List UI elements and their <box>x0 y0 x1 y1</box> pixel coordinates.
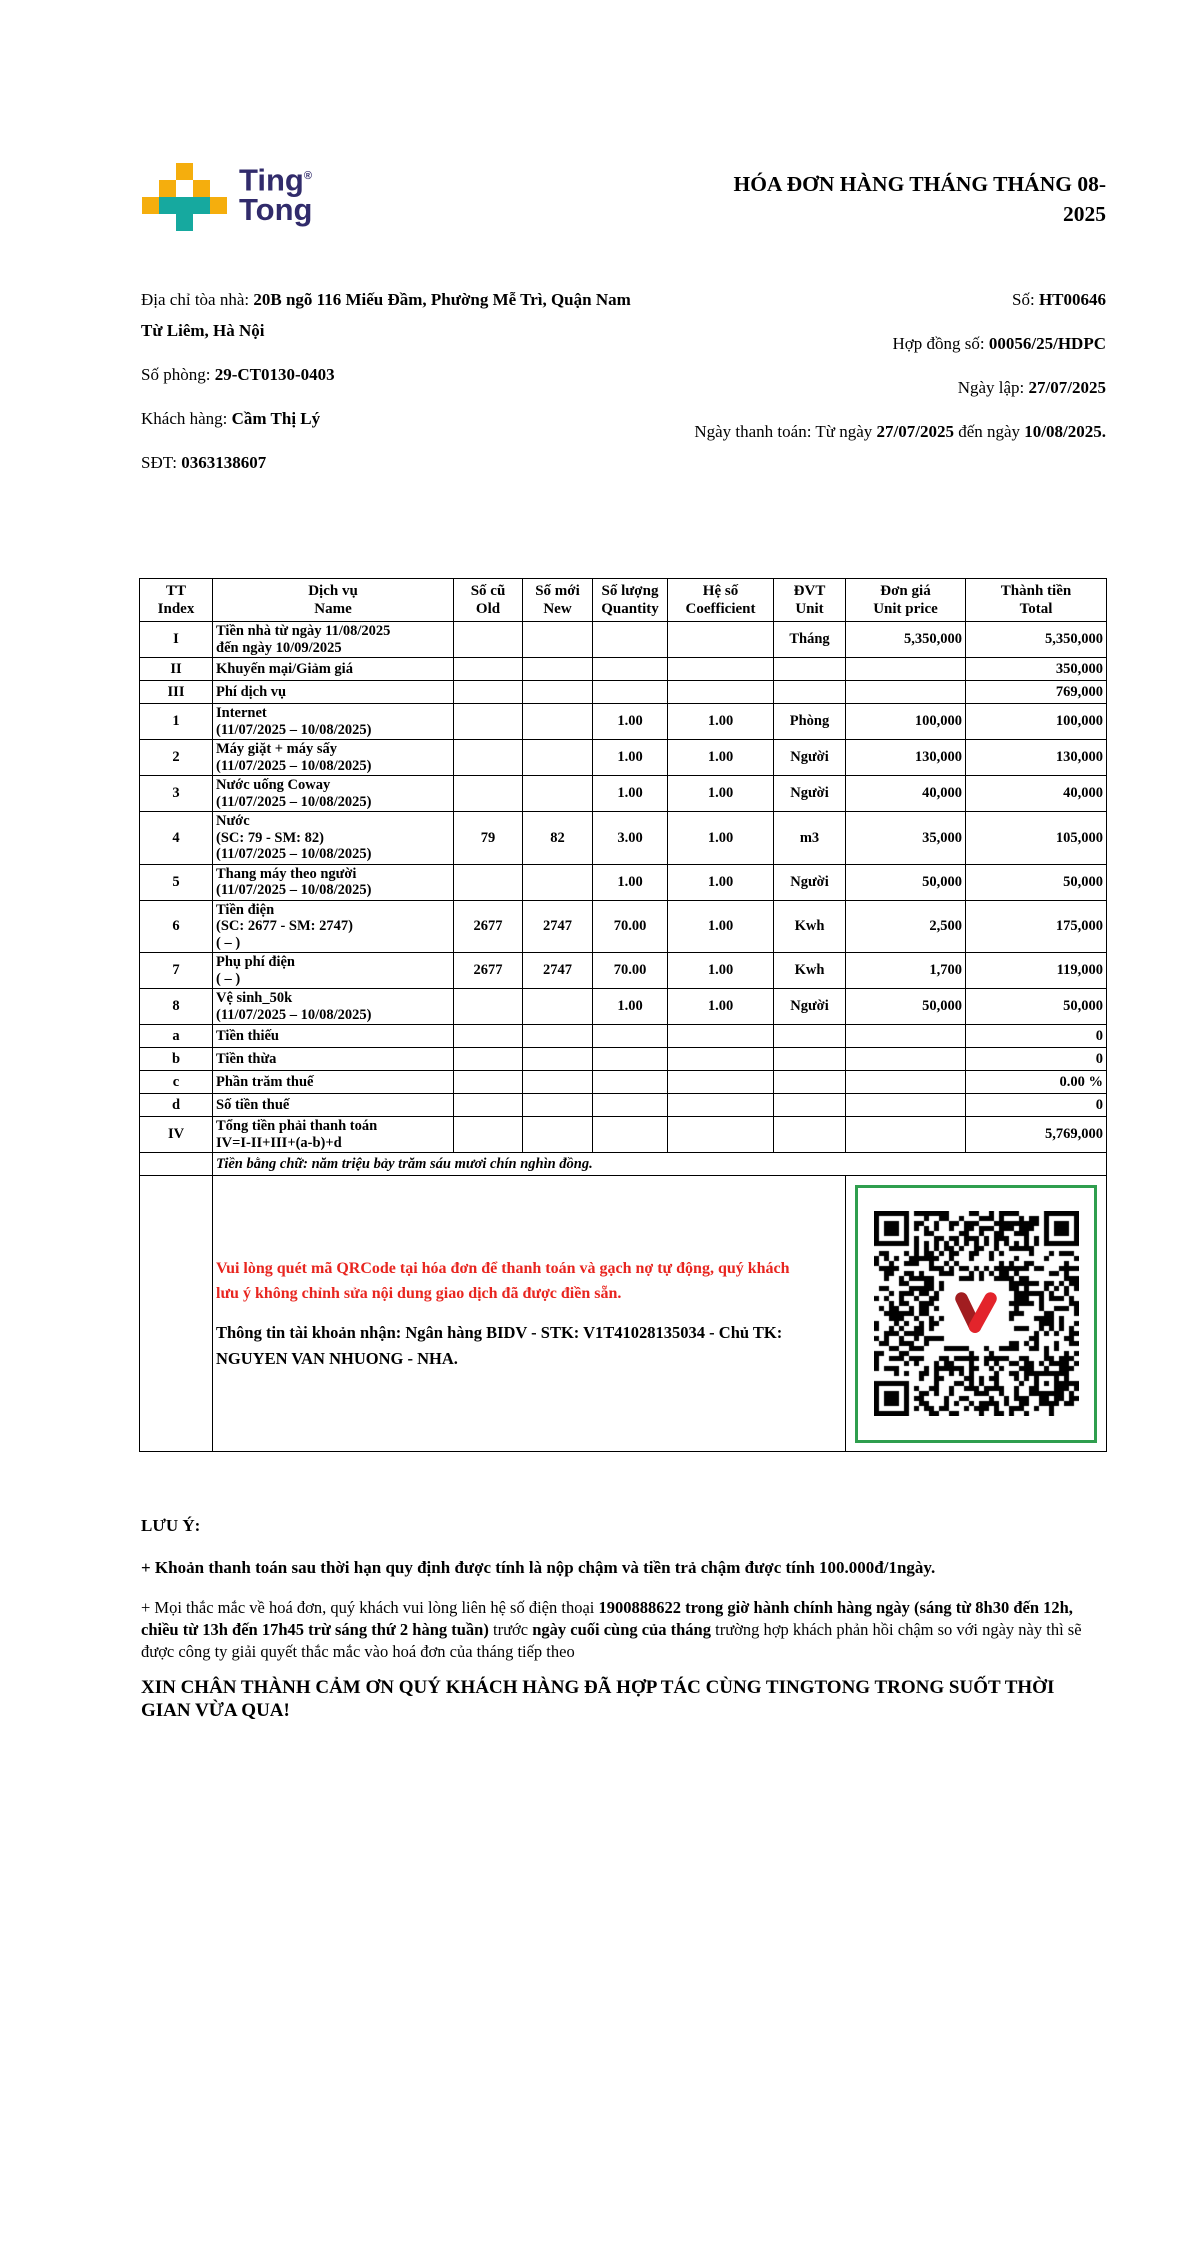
table-cell <box>454 704 523 740</box>
table-cell <box>523 1094 593 1117</box>
table-cell: 1.00 <box>593 776 668 812</box>
table-cell <box>454 776 523 812</box>
table-cell: 1.00 <box>668 989 774 1025</box>
logo-pixel <box>176 163 193 180</box>
table-row <box>140 1048 1107 1071</box>
text-segment: 10/08/2025. <box>1024 422 1106 441</box>
table-cell: 2677 <box>454 953 523 989</box>
text-segment: V1T41028135034 <box>583 1322 706 1342</box>
notes-bullet-hotline <box>141 1597 1106 1663</box>
info-line <box>676 328 1106 359</box>
table-cell: 1.00 <box>668 900 774 953</box>
table-cell: Khuyến mại/Giảm giá <box>213 658 454 681</box>
table-cell: 100,000 <box>966 704 1107 740</box>
text-segment: Số phòng: <box>141 365 215 384</box>
table-cell: Vệ sinh_50k (11/07/2025 – 10/08/2025) <box>213 989 454 1025</box>
table-cell: c <box>140 1071 213 1094</box>
table-cell <box>454 681 523 704</box>
column-header: Số lượng Quantity <box>593 579 668 622</box>
table-cell: 1.00 <box>668 776 774 812</box>
table-cell: 105,000 <box>966 812 1107 865</box>
table-cell: 0 <box>966 1048 1107 1071</box>
table-cell: 130,000 <box>846 740 966 776</box>
table-cell <box>523 622 593 658</box>
table-cell: 5,769,000 <box>966 1117 1107 1153</box>
table-cell <box>846 1071 966 1094</box>
table-cell <box>668 1071 774 1094</box>
info-line <box>676 372 1106 403</box>
table-cell <box>523 658 593 681</box>
text-segment: Ngày lập: <box>957 378 1029 397</box>
qr-payment-note: Vui lòng quét mã QRCode tại hóa đơn để thanh toán và gạch nợ tự động, quý khách lưu ý không chỉnh sửa nội dung giao dịch đã được điền sẵn. <box>216 1259 790 1302</box>
text-segment: Thông tin tài khoản nhận: Ngân hàng BIDV - STK: <box>216 1322 584 1342</box>
table-cell <box>454 622 523 658</box>
column-header: Thành tiền Total <box>966 579 1107 622</box>
table-cell: Người <box>774 864 846 900</box>
table-cell <box>140 1153 213 1176</box>
table-cell <box>523 1117 593 1153</box>
table-cell: Phòng <box>774 704 846 740</box>
table-cell: 2747 <box>523 900 593 953</box>
table-cell: 8 <box>140 989 213 1025</box>
table-cell <box>668 681 774 704</box>
table-cell <box>454 989 523 1025</box>
invoice-meta <box>676 284 1106 491</box>
table-cell: 7 <box>140 953 213 989</box>
table-cell <box>523 1071 593 1094</box>
invoice-title-line2: 2025 <box>1063 202 1106 226</box>
table-cell <box>774 1048 846 1071</box>
table-cell: Tiền thừa <box>213 1048 454 1071</box>
table-cell <box>523 1048 593 1071</box>
charges-table <box>139 578 1107 1452</box>
info-line <box>141 403 631 434</box>
table-cell <box>593 1071 668 1094</box>
qr-center-v-logo-icon <box>947 1285 1005 1343</box>
table-cell: 70.00 <box>593 900 668 953</box>
table-row <box>140 776 1107 812</box>
text-segment: Hợp đồng số: <box>892 334 989 353</box>
table-cell <box>774 1117 846 1153</box>
table-cell: 82 <box>523 812 593 865</box>
table-cell: 50,000 <box>846 989 966 1025</box>
table-cell: 2747 <box>523 953 593 989</box>
table-cell <box>593 622 668 658</box>
table-cell: 5 <box>140 864 213 900</box>
table-cell <box>774 1094 846 1117</box>
table-cell: Phần trăm thuế <box>213 1071 454 1094</box>
table-cell: Tiền điện (SC: 2677 - SM: 2747) ( – ) <box>213 900 454 953</box>
table-cell <box>454 864 523 900</box>
payment-row <box>140 1176 1107 1452</box>
table-row <box>140 864 1107 900</box>
column-header: Dịch vụ Name <box>213 579 454 622</box>
table-cell: 175,000 <box>966 900 1107 953</box>
text-segment: Cầm Thị Lý <box>231 409 321 428</box>
logo-pixel <box>176 197 193 214</box>
amount-in-words: Tiền bằng chữ: năm triệu bảy trăm sáu mươi chín nghìn đồng. <box>213 1153 1107 1176</box>
info-line <box>141 447 631 478</box>
table-cell: 2,500 <box>846 900 966 953</box>
table-cell: Máy giặt + máy sấy (11/07/2025 – 10/08/2025) <box>213 740 454 776</box>
table-cell <box>454 658 523 681</box>
table-cell: 50,000 <box>966 864 1107 900</box>
table-cell <box>593 1094 668 1117</box>
table-cell <box>668 1048 774 1071</box>
table-cell: 1.00 <box>593 740 668 776</box>
table-row <box>140 681 1107 704</box>
text-segment: trước <box>488 1620 533 1639</box>
table-cell <box>774 658 846 681</box>
table-cell: Tiền nhà từ ngày 11/08/2025 đến ngày 10/09/2025 <box>213 622 454 658</box>
text-segment: Ngày thanh toán: Từ ngày <box>694 422 877 441</box>
table-row <box>140 1094 1107 1117</box>
table-row <box>140 1071 1107 1094</box>
text-segment: 20B ngõ 116 Miếu Đầm, Phường Mễ Trì, Quận Nam Từ Liêm, Hà Nội <box>141 290 631 340</box>
table-cell: 0 <box>966 1094 1107 1117</box>
table-cell: Tổng tiền phải thanh toán IV=I-II+III+(a-b)+d <box>213 1117 454 1153</box>
column-header: Số mới New <box>523 579 593 622</box>
text-segment: 1900888622 trong giờ hành chính hàng ngày (sáng từ 8h30 đến 12h, chiều từ 13h đến 17h45 trừ sáng thứ 2 hàng tuần) <box>141 1598 1073 1639</box>
table-row <box>140 989 1107 1025</box>
table-cell: 2677 <box>454 900 523 953</box>
table-cell <box>523 704 593 740</box>
table-cell: Người <box>774 989 846 1025</box>
table-cell: 50,000 <box>846 864 966 900</box>
table-cell <box>593 1025 668 1048</box>
table-cell <box>454 1094 523 1117</box>
charges-table-body <box>140 622 1107 1452</box>
table-row <box>140 622 1107 658</box>
table-cell: 70.00 <box>593 953 668 989</box>
table-row <box>140 740 1107 776</box>
table-cell: 50,000 <box>966 989 1107 1025</box>
notes-bullet-late-fee: + Khoản thanh toán sau thời hạn quy định được tính là nộp chậm và tiền trả chậm được tính 100.000đ/1ngày. <box>141 1558 936 1577</box>
notes-closing: XIN CHÂN THÀNH CẢM ƠN QUÝ KHÁCH HÀNG ĐÃ HỢP TÁC CÙNG TINGTONG TRONG SUỐT THỜI GIAN VỪA QUA! <box>141 1677 1055 1721</box>
table-cell <box>454 740 523 776</box>
text-segment: 0363138607 <box>181 453 267 472</box>
table-cell: 1 <box>140 704 213 740</box>
table-cell: Tháng <box>774 622 846 658</box>
table-cell <box>523 681 593 704</box>
table-cell: 2 <box>140 740 213 776</box>
table-cell: 0.00 % <box>966 1071 1107 1094</box>
table-cell: 769,000 <box>966 681 1107 704</box>
table-cell <box>668 1025 774 1048</box>
info-line <box>141 284 631 346</box>
table-cell <box>454 1048 523 1071</box>
invoice-title <box>733 169 1106 229</box>
table-cell <box>668 1094 774 1117</box>
table-cell: 5,350,000 <box>846 622 966 658</box>
table-cell: m3 <box>774 812 846 865</box>
table-cell <box>846 1094 966 1117</box>
text-segment: 27/07/2025 <box>1028 378 1106 397</box>
table-cell: Người <box>774 776 846 812</box>
table-cell: III <box>140 681 213 704</box>
table-cell: Nước (SC: 79 - SM: 82) (11/07/2025 – 10/08/2025) <box>213 812 454 865</box>
text-segment: HT00646 <box>1038 290 1106 309</box>
table-cell: 79 <box>454 812 523 865</box>
text-segment: 29-CT0130-0403 <box>214 365 335 384</box>
table-cell: 0 <box>966 1025 1107 1048</box>
table-cell: Kwh <box>774 953 846 989</box>
table-cell: Số tiền thuế <box>213 1094 454 1117</box>
table-cell: 40,000 <box>846 776 966 812</box>
table-cell <box>846 1048 966 1071</box>
logo-pixel <box>210 197 227 214</box>
table-cell <box>454 1025 523 1048</box>
qr-code-frame <box>855 1185 1097 1443</box>
text-segment: Địa chỉ tòa nhà: <box>141 290 254 309</box>
table-cell: I <box>140 622 213 658</box>
table-cell: Phụ phí điện ( – ) <box>213 953 454 989</box>
logo-pixel <box>176 214 193 231</box>
table-cell <box>593 1048 668 1071</box>
invoice-notes <box>141 1516 1106 1722</box>
table-cell <box>593 1117 668 1153</box>
logo-word-tong: Tong <box>239 192 313 228</box>
text-segment: Số: <box>1012 290 1039 309</box>
table-cell: Kwh <box>774 900 846 953</box>
table-cell: 40,000 <box>966 776 1107 812</box>
column-header: ĐVT Unit <box>774 579 846 622</box>
logo-pixel <box>159 197 176 214</box>
text-segment: NGUYEN VAN NHUONG - NHA. <box>216 1348 458 1368</box>
text-segment: Khách hàng: <box>141 409 232 428</box>
table-cell <box>454 1117 523 1153</box>
table-cell <box>593 658 668 681</box>
tingtong-logo-text <box>239 161 313 228</box>
table-cell <box>668 658 774 681</box>
logo-pixel <box>193 180 210 197</box>
logo-pixel <box>142 197 159 214</box>
table-cell: Người <box>774 740 846 776</box>
table-cell <box>523 989 593 1025</box>
table-cell <box>523 864 593 900</box>
column-header: Hệ số Coefficient <box>668 579 774 622</box>
table-cell: 4 <box>140 812 213 865</box>
table-cell: d <box>140 1094 213 1117</box>
invoice-info <box>141 284 1106 491</box>
table-row <box>140 1025 1107 1048</box>
table-cell <box>846 681 966 704</box>
table-cell: Phí dịch vụ <box>213 681 454 704</box>
invoice-title-line1: HÓA ĐƠN HÀNG THÁNG THÁNG 08- <box>733 172 1106 196</box>
column-header: Đơn giá Unit price <box>846 579 966 622</box>
table-cell <box>846 1117 966 1153</box>
table-cell: b <box>140 1048 213 1071</box>
info-line <box>676 416 1106 447</box>
table-cell <box>523 1025 593 1048</box>
table-cell <box>668 1117 774 1153</box>
table-cell <box>523 776 593 812</box>
customer-info <box>141 284 631 491</box>
column-header: TT Index <box>140 579 213 622</box>
payment-instructions <box>213 1176 846 1452</box>
tingtong-logo <box>142 163 312 231</box>
amount-in-words-row <box>140 1153 1107 1176</box>
info-line <box>141 359 631 390</box>
table-cell: Tiền thiếu <box>213 1025 454 1048</box>
table-cell: 3 <box>140 776 213 812</box>
table-cell: II <box>140 658 213 681</box>
table-row <box>140 1117 1107 1153</box>
table-cell: 5,350,000 <box>966 622 1107 658</box>
table-row <box>140 900 1107 953</box>
text-segment: SĐT: <box>141 453 182 472</box>
table-cell: 1,700 <box>846 953 966 989</box>
table-cell: Internet (11/07/2025 – 10/08/2025) <box>213 704 454 740</box>
table-cell <box>846 658 966 681</box>
qr-code-cell <box>846 1176 1107 1452</box>
table-header-row <box>140 579 1107 622</box>
notes-heading: LƯU Ý: <box>141 1516 201 1535</box>
table-cell: a <box>140 1025 213 1048</box>
table-row <box>140 812 1107 865</box>
text-segment: 27/07/2025 <box>876 422 954 441</box>
text-segment: ngày cuối cùng của tháng <box>532 1620 711 1639</box>
logo-pixel <box>193 197 210 214</box>
table-row <box>140 953 1107 989</box>
text-segment: - Chủ TK: <box>705 1322 783 1342</box>
text-segment: đến ngày <box>953 422 1025 441</box>
table-cell <box>774 681 846 704</box>
table-cell: 1.00 <box>668 864 774 900</box>
table-cell <box>454 1071 523 1094</box>
table-cell: 1.00 <box>668 740 774 776</box>
table-cell: 1.00 <box>593 989 668 1025</box>
table-cell <box>668 622 774 658</box>
text-segment: 00056/25/HDPC <box>988 334 1106 353</box>
table-row <box>140 704 1107 740</box>
bank-account-info <box>216 1320 816 1372</box>
table-cell: 1.00 <box>668 704 774 740</box>
table-cell: 3.00 <box>593 812 668 865</box>
table-cell: Thang máy theo người (11/07/2025 – 10/08/2025) <box>213 864 454 900</box>
column-header: Số cũ Old <box>454 579 523 622</box>
tingtong-logo-icon <box>142 163 227 231</box>
table-cell: Nước uống Coway (11/07/2025 – 10/08/2025) <box>213 776 454 812</box>
logo-pixel <box>159 180 176 197</box>
logo-word-ting: Ting <box>239 162 304 198</box>
table-cell: 130,000 <box>966 740 1107 776</box>
table-cell <box>774 1071 846 1094</box>
info-line <box>676 284 1106 315</box>
table-cell: 35,000 <box>846 812 966 865</box>
table-cell: 350,000 <box>966 658 1107 681</box>
table-cell <box>774 1025 846 1048</box>
table-cell: 1.00 <box>668 812 774 865</box>
table-cell: 100,000 <box>846 704 966 740</box>
table-row <box>140 658 1107 681</box>
text-segment: + Mọi thắc mắc về hoá đơn, quý khách vui lòng liên hệ số điện thoại <box>141 1598 599 1617</box>
table-cell: 1.00 <box>668 953 774 989</box>
table-cell: 1.00 <box>593 704 668 740</box>
charges-table-header <box>140 579 1107 622</box>
table-cell <box>846 1025 966 1048</box>
table-cell: 6 <box>140 900 213 953</box>
table-cell <box>593 681 668 704</box>
table-cell: IV <box>140 1117 213 1153</box>
table-cell <box>140 1176 213 1452</box>
table-cell <box>523 740 593 776</box>
text-segment: trường hợp khách phản hồi chậm so với ngày này thì sẽ được công ty giải quyết thắc mắc vào hoá đơn của tháng tiếp theo <box>141 1620 1082 1661</box>
registered-mark: ® <box>303 170 312 182</box>
table-cell: 1.00 <box>593 864 668 900</box>
table-cell: 119,000 <box>966 953 1107 989</box>
